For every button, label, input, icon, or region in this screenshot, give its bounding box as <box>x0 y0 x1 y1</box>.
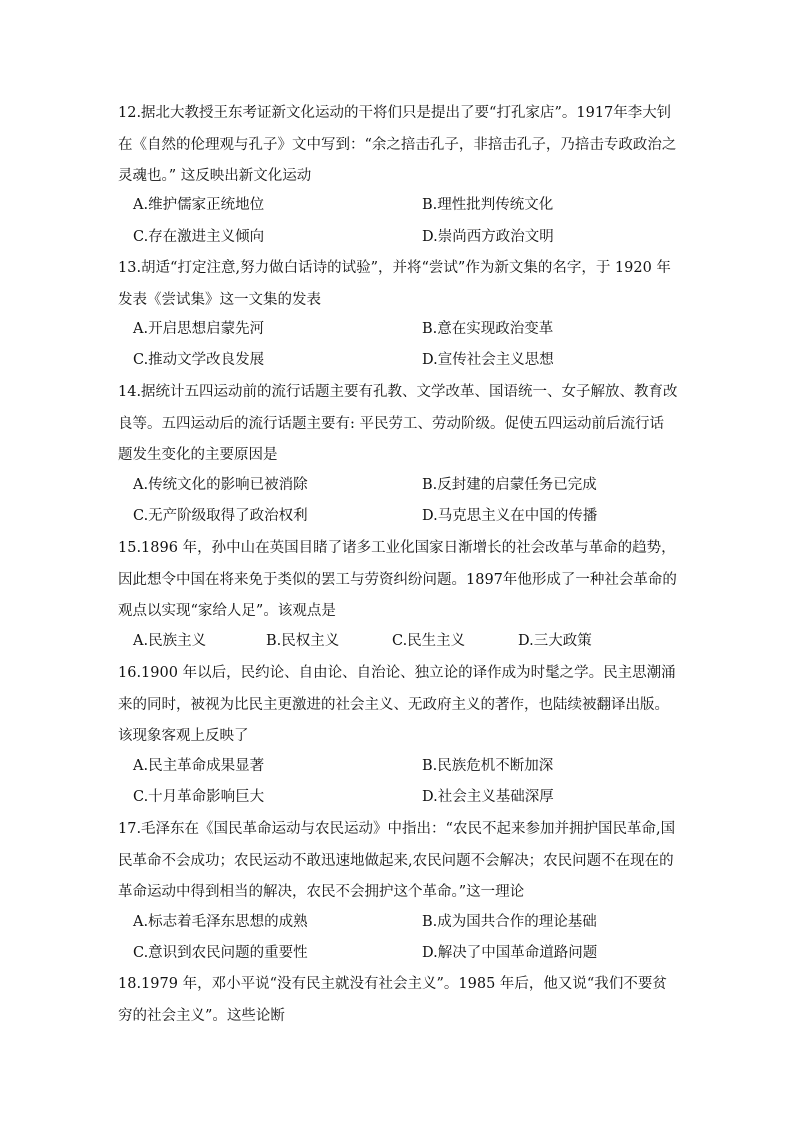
option-a: A.传统文化的影响已被消除 <box>133 477 308 493</box>
question-13-stem: 13.胡适“打定注意,努力做白话诗的试验”，并将“尝试”作为新文集的名字，于 1920 年发表《尝试集》这一文集的发表 <box>118 260 671 308</box>
question-17-options-row2 <box>133 938 693 969</box>
option-c: C.存在激进主义倾向 <box>133 229 265 245</box>
question-16-stem: 16.1900 年以后，民约论、自由论、自治论、独立论的译作成为时髦之学。民主思潮涌来的同时，被视为比民主更激进的社会主义、无政府主义的著作，也陆续被翻译出版。该现象客观上反映了 <box>118 665 676 744</box>
option-a: A.标志着毛泽东思想的成熟 <box>133 914 308 930</box>
question-12-options-row2 <box>133 222 693 253</box>
question-17-stem: 17.毛泽东在《国民革命运动与农民运动》中指出：“农民不起来参加并拥护国民革命,国民革命不会成功；农民运动不敢迅速地做起来,农民问题不会解决；农民问题不在现在的革命运动中得到相当的解决，农民不会拥护这个革命。”这一理论 <box>118 821 676 900</box>
option-b: B.反封建的启蒙任务已完成 <box>422 477 597 493</box>
question-17-options <box>133 907 693 938</box>
option-d: D.三大政策 <box>518 633 592 649</box>
question-14-options <box>133 470 693 501</box>
question-14-options-row2 <box>133 501 693 532</box>
option-b: B.民族危机不断加深 <box>422 758 554 774</box>
option-b: B.成为国共合作的理论基础 <box>422 914 597 930</box>
option-c: C.无产阶级取得了政治权利 <box>133 508 308 524</box>
option-c: C.意识到农民问题的重要性 <box>133 945 308 961</box>
option-d: D.崇尚西方政治文明 <box>422 229 554 245</box>
option-d: D.解决了中国革命道路问题 <box>422 945 598 961</box>
question-16-options <box>133 751 693 782</box>
question-14-stem: 14.据统计五四运动前的流行话题主要有孔教、文学改革、国语统一、女子解放、教育改良等。五四运动后的流行话题主要有: 平民劳工、劳动阶级。促使五四运动前后流行话题发生变化的主要原因是 <box>118 384 678 463</box>
option-c: C.民生主义 <box>392 633 466 649</box>
question-12-options <box>133 190 693 221</box>
question-13-options-row2 <box>133 345 693 376</box>
question-18-stem: 18.1979 年，邓小平说“没有民主就没有社会主义”。1985 年后，他又说“我们不要贫穷的社会主义”。这些论断 <box>118 976 667 1024</box>
option-d: D.社会主义基础深厚 <box>422 789 554 805</box>
option-b: B.理性批判传统文化 <box>422 197 554 213</box>
question-15-stem: 15.1896 年，孙中山在英国目睹了诸多工业化国家日渐增长的社会改革与革命的趋势，因此想令中国在将来免于类似的罢工与劳资纠纷问题。1897年他形成了一种社会革命的观点以实现“家给人足”。该观点是 <box>118 540 677 619</box>
option-d: D.宣传社会主义思想 <box>422 352 554 368</box>
option-a: A.开启思想启蒙先河 <box>133 321 265 337</box>
question-15-options <box>133 626 693 657</box>
option-c: C.十月革命影响巨大 <box>133 789 265 805</box>
option-c: C.推动文学改良发展 <box>133 352 265 368</box>
option-b: B.意在实现政治变革 <box>422 321 554 337</box>
question-13-options <box>133 314 693 345</box>
option-d: D.马克思主义在中国的传播 <box>422 508 598 524</box>
question-12-stem: 12.据北大教授王东考证新文化运动的干将们只是提出了要“打孔家店”。1917年李大钊在《自然的伦理观与孔子》文中写到：“余之掊击孔子，非掊击孔子，乃掊击专政政治之灵魂也。” 这反映出新文化运动 <box>118 105 677 184</box>
option-a: A.民主革命成果显著 <box>133 758 265 774</box>
question-16-options-row2 <box>133 782 693 813</box>
option-b: B.民权主义 <box>266 633 340 649</box>
option-a: A.维护儒家正统地位 <box>133 197 265 213</box>
option-a: A.民族主义 <box>133 633 207 649</box>
